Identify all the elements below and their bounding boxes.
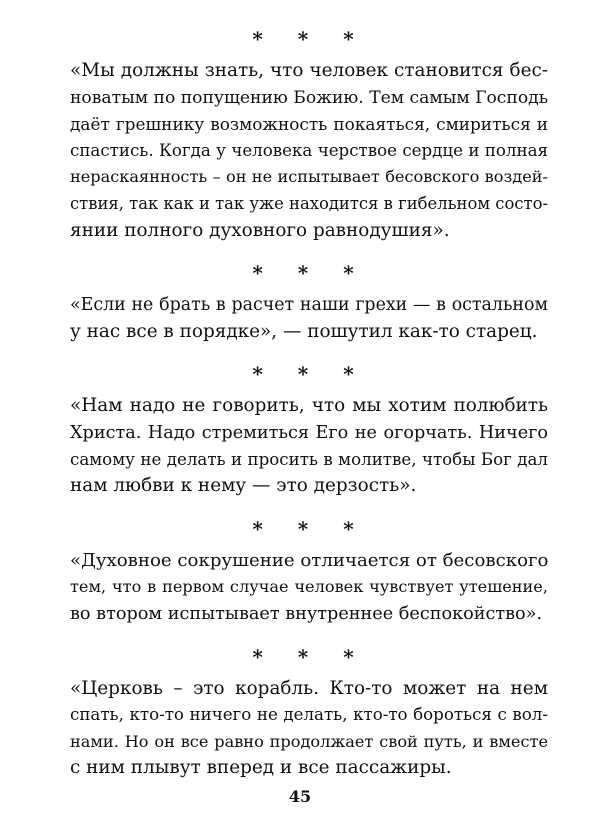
- text-line: даёт грешнику возможность покаяться, смириться и: [70, 114, 548, 135]
- text-line: с ним плывут вперед и все пассажиры.: [70, 757, 452, 779]
- text-line: «Если не брать в расчет наши грехи — в остальном: [70, 295, 548, 316]
- section-separator: * * *: [252, 27, 368, 51]
- text-line: нераскаянность – он не испытывает бесовского воздей-: [70, 167, 548, 187]
- text-line: «Духовное сокрушение отличается от бесовского: [70, 549, 549, 571]
- text-line: янии полного духовного равнодушия».: [70, 219, 450, 241]
- text-line: «Нам надо не говорить, что мы хотим полюбить: [70, 395, 548, 417]
- section-separator: * * *: [252, 362, 368, 387]
- paragraph: [58, 393, 548, 499]
- paragraph: [58, 676, 548, 782]
- text-line: нами. Но он все равно продолжает свой путь, и вместе: [70, 731, 548, 751]
- text-line: тем, что в первом случае человек чувствует утешение,: [70, 577, 548, 597]
- section-separator: * * *: [252, 644, 368, 669]
- text-line: «Церковь – это корабль. Кто-то может на нем: [70, 677, 548, 699]
- page-number: 45: [288, 787, 312, 806]
- section-separator: * * *: [252, 261, 368, 286]
- text-line: «Мы должны знать, что человек становится бес-: [70, 60, 548, 81]
- text-line: ствия, так как и так уже находится в гибельном состо-: [70, 193, 548, 213]
- paragraph: [58, 292, 548, 345]
- text-line: во втором испытывает внутреннее беспокойство».: [70, 603, 543, 624]
- text-line: нам любви к нему — это дерзость».: [70, 475, 417, 497]
- section-separator: * * *: [252, 516, 368, 541]
- text-line: Христа. Надо стремиться Его не огорчать. Ничего: [70, 422, 548, 443]
- text-line: у нас все в порядке», — пошутил как-то старец.: [70, 320, 538, 342]
- paragraph: [58, 58, 548, 244]
- text-line: спать, кто-то ничего не делать, кто-то бороться с вол-: [70, 705, 548, 725]
- text-line: самому не делать и просить в молитве, чтобы Бог дал: [70, 449, 548, 469]
- text-line: спастись. Когда у человека черствое сердце и полная: [70, 140, 548, 160]
- text-line: новатым по попущению Божию. Тем самым Господь: [70, 87, 549, 108]
- paragraph: [58, 548, 548, 628]
- page-body: [58, 28, 548, 782]
